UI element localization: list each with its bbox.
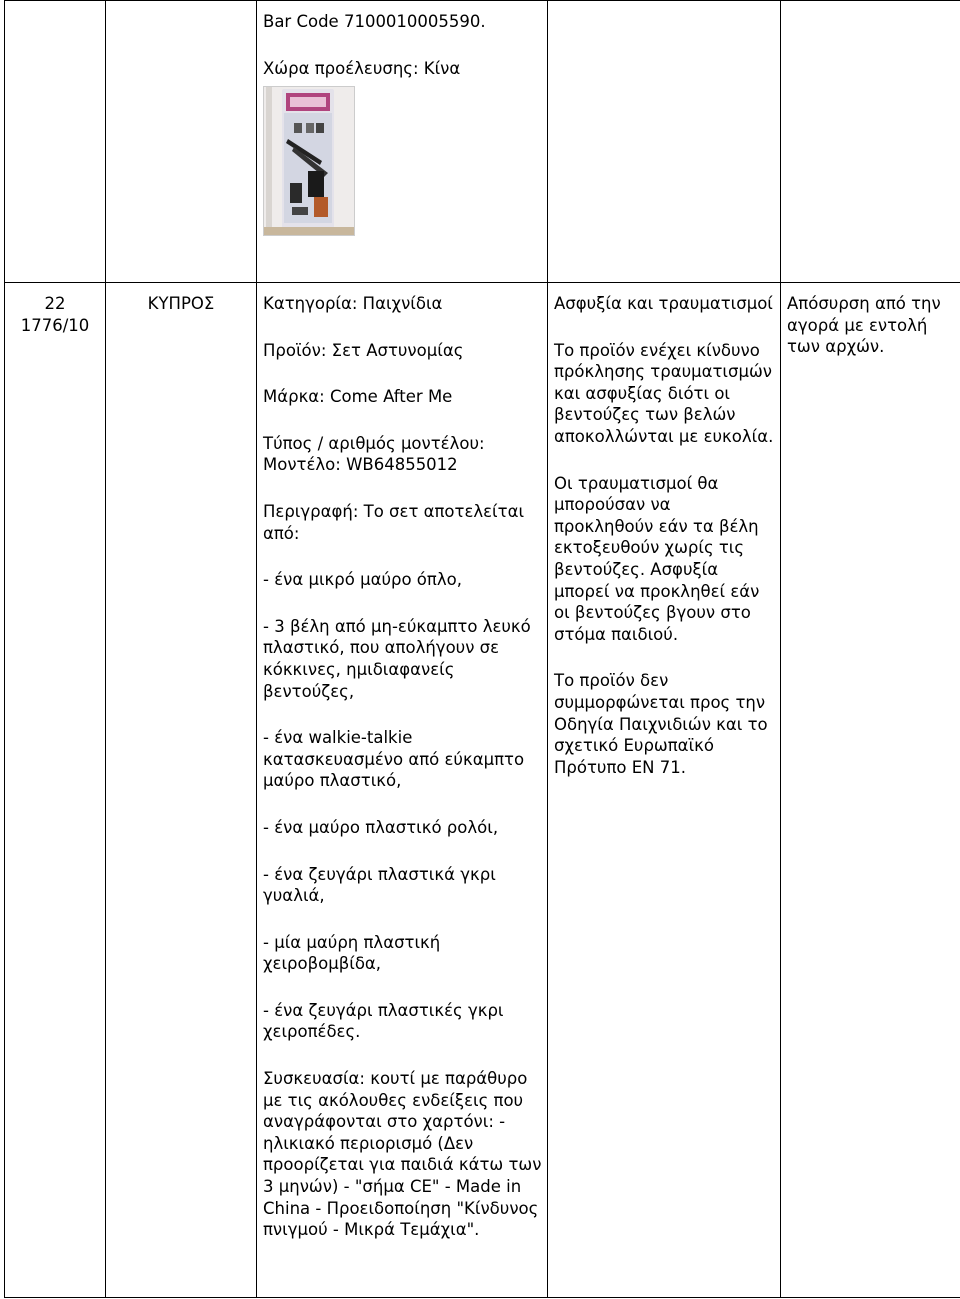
measures-text: Απόσυρση από την αγορά με εντολή των αρχών. xyxy=(787,294,941,357)
measures-cell xyxy=(781,283,960,1298)
product-photo xyxy=(263,86,355,236)
product-model: Τύπος / αριθμός μοντέλου: Μοντέλο: WB64855012 xyxy=(263,433,485,475)
reference-number: 1776/10 xyxy=(20,315,90,335)
empty-cell xyxy=(548,1,781,283)
risk-description-1: Το προϊόν ενέχει κίνδυνο πρόκλησης τραυματισμών και ασφυξίας διότι οι βεντούζες των βελών αποκολλώνται με ευκολία. xyxy=(554,340,774,446)
notification-table xyxy=(4,0,960,1298)
risk-compliance: Το προϊόν δεν συμμορφώνεται προς την Οδηγία Παιχνιδιών και το σχετικό Ευρωπαϊκό Πρότυπο EN 71. xyxy=(554,671,768,777)
product-name: Προϊόν: Σετ Αστυνομίας xyxy=(263,340,464,360)
notifying-country: ΚΥΠΡΟΣ xyxy=(147,294,215,313)
product-brand: Μάρκα: Come After Me xyxy=(263,387,453,407)
empty-cell xyxy=(106,1,257,283)
empty-cell xyxy=(781,1,960,283)
component-handcuffs: - ένα ζευγάρι πλαστικές γκρι χειροπέδες. xyxy=(263,1000,504,1042)
component-walkie-talkie: - ένα walkie-talkie κατασκευασμένο από εύκαμπτο μαύρο πλαστικό, xyxy=(263,728,525,791)
table-row xyxy=(5,283,960,1298)
component-arrows: - 3 βέλη από μη-εύκαμπτο λευκό πλαστικό, που απολήγουν σε κόκκινες, ημιδιαφανείς βεντούζες, xyxy=(263,616,531,701)
product-cell-continued xyxy=(257,1,548,283)
product-category: Κατηγορία: Παιχνίδια xyxy=(263,294,443,313)
risk-cell xyxy=(548,283,781,1298)
barcode-text: Bar Code 7100010005590. xyxy=(263,12,486,31)
number-cell xyxy=(5,283,106,1298)
country-cell xyxy=(106,283,257,1298)
risk-type: Ασφυξία και τραυματισμοί xyxy=(554,294,773,313)
component-watch: - ένα μαύρο πλαστικό ρολόι, xyxy=(263,817,499,837)
risk-description-2: Οι τραυματισμοί θα μπορούσαν να προκληθούν εάν τα βέλη εκτοξευθούν χωρίς τις βεντούζες. Ασφυξία μπορεί να προκληθεί εάν οι βεντούζες βγουν στο στόμα παιδιού. xyxy=(554,473,760,644)
empty-cell xyxy=(5,1,106,283)
product-description: Περιγραφή: Το σετ αποτελείται από: xyxy=(263,501,525,543)
toy-package-image xyxy=(264,87,354,235)
component-gun: - ένα μικρό μαύρο όπλο, xyxy=(263,570,462,590)
component-grenade: - μία μαύρη πλαστική χειροβομβίδα, xyxy=(263,932,441,974)
entry-number: 22 xyxy=(44,294,66,313)
table-row xyxy=(5,1,960,283)
packaging-text: Συσκευασία: κουτί με παράθυρο με τις ακόλουθες ενδείξεις που αναγράφονται στο χαρτόνι: - ηλικιακό περιορισμό (Δεν προορίζεται για παιδιά κάτω των 3 μηνών) - "σήμα CE" - Made in China - Προειδοποίηση "Κίνδυνος πνιγμού - Μικρά Τεμάχια". xyxy=(263,1069,542,1240)
origin-text: Χώρα προέλευσης: Κίνα xyxy=(263,58,461,78)
component-glasses: - ένα ζευγάρι πλαστικά γκρι γυαλιά, xyxy=(263,864,496,906)
product-cell xyxy=(257,283,548,1298)
